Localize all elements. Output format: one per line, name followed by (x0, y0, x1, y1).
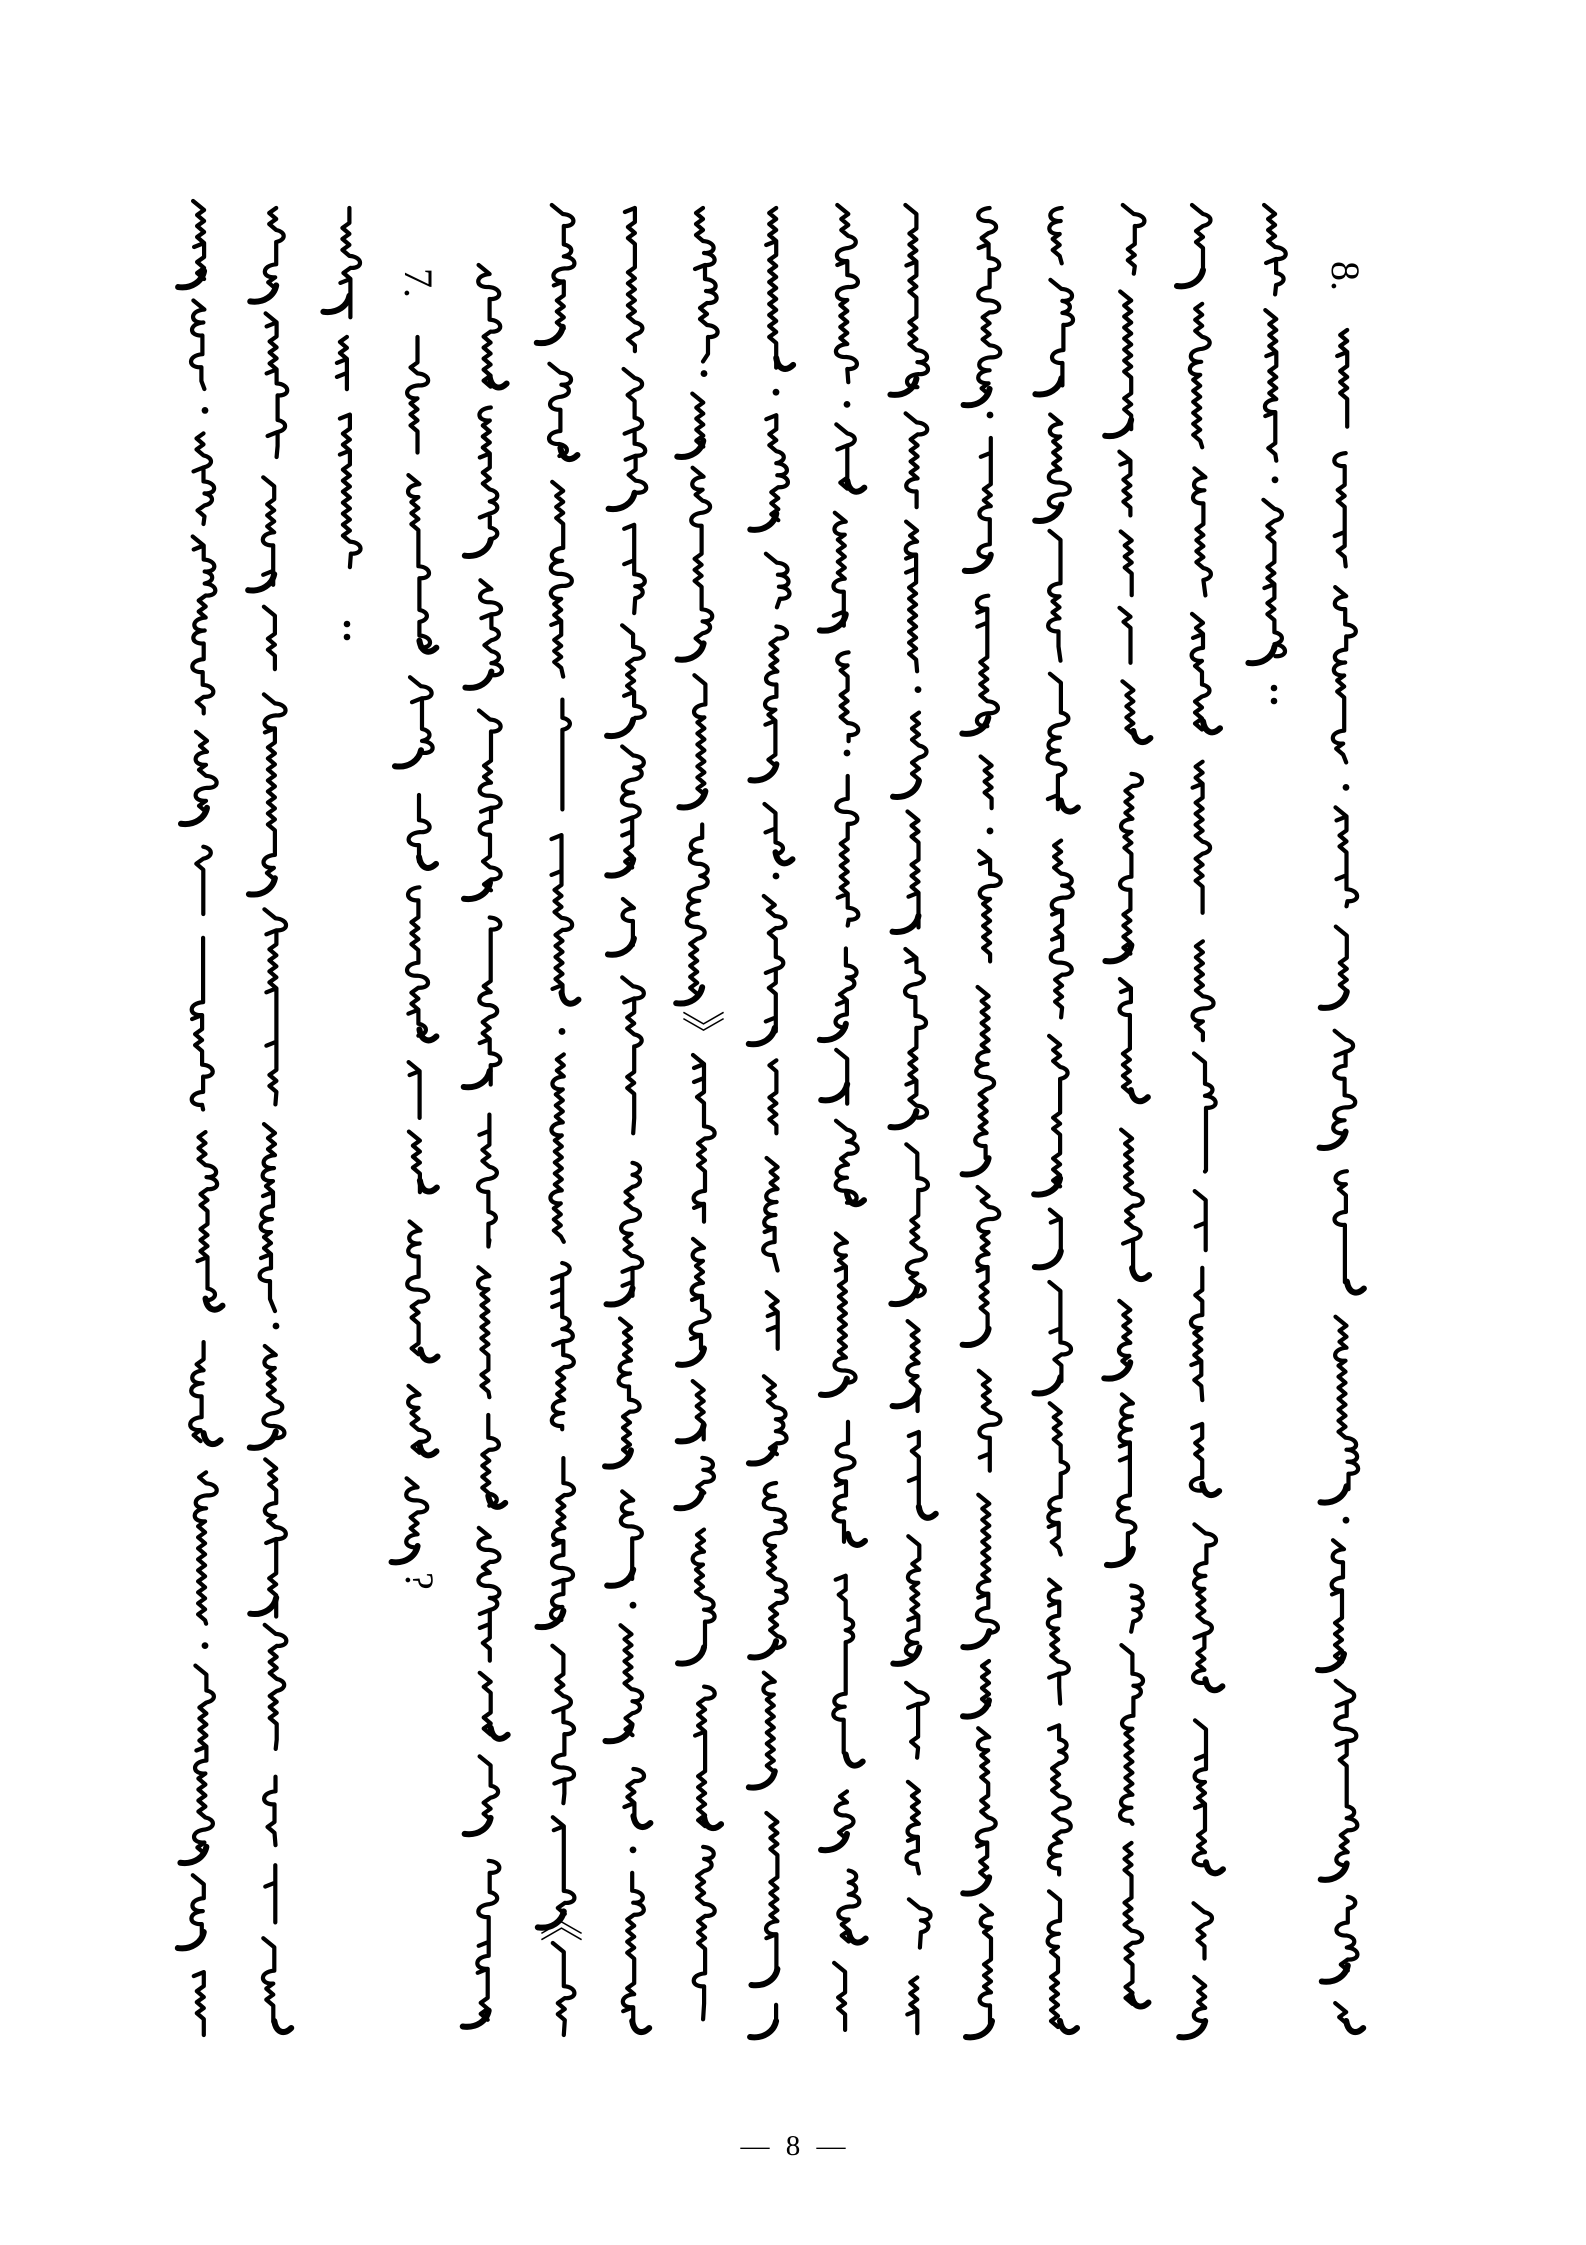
title-quote-mark: 《 (535, 1898, 584, 1942)
item-number-marker: 7. (396, 268, 441, 298)
text-column (1034, 208, 1078, 2032)
text-column (1104, 205, 1150, 2006)
text-column (962, 208, 1000, 2037)
title-quote-mark: 》 (677, 1010, 726, 1054)
text-column (248, 208, 291, 2032)
text-column (749, 208, 793, 2037)
text-column (323, 208, 360, 640)
text-column (890, 205, 935, 2033)
question-mark: ? (397, 1572, 442, 1590)
text-column (392, 268, 442, 1590)
text-column (605, 208, 650, 2032)
page-number: — 8 — (740, 2130, 846, 2162)
item-number-marker: 8. (1323, 261, 1368, 291)
text-column (535, 205, 584, 2035)
text-column (1177, 205, 1223, 2037)
text-column (1248, 205, 1285, 704)
text-column (820, 205, 866, 2030)
text-column (463, 265, 508, 2027)
text-column (178, 201, 223, 2035)
text-column (676, 208, 726, 2019)
text-column (1318, 261, 1368, 2032)
